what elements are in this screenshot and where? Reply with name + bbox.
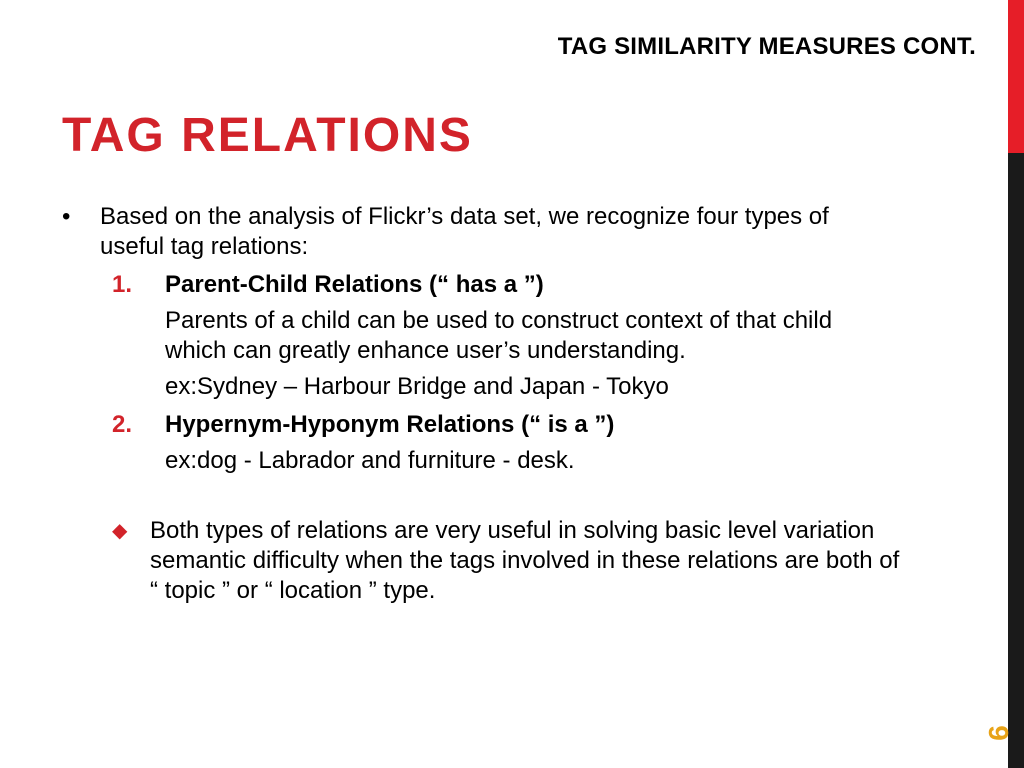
item-title: Parent-Child Relations (“ has a ”) (165, 271, 544, 298)
item-number: 1. (112, 271, 133, 298)
numbered-item-2 (112, 410, 952, 440)
item-description: Parents of a child can be used to construct context of that child which can greatly enhance user’s understanding. (165, 307, 833, 364)
diamond-bullet-icon: ◆ (112, 520, 128, 542)
page-number: 9 (983, 725, 1014, 741)
item-title: Hypernym-Hyponym Relations (“ is a ”) (165, 411, 615, 438)
item-example: ex:dog - Labrador and furniture - desk. (165, 447, 575, 474)
intro-bullet-text: Based on the analysis of Flickr’s data set, we recognize four types of useful tag relations: (100, 203, 829, 260)
conclusion-text: Both types of relations are very useful in solving basic level variation semantic difficulty when the tags involved in these relations are both of “ topic ” or “ location ” type. (150, 517, 900, 604)
section-header: TAG SIMILARITY MEASURES CONT. (557, 33, 976, 60)
bullet-icon: • (62, 203, 71, 230)
slide-title: TAG RELATIONS (62, 109, 473, 162)
side-accent-bar-dark (1008, 153, 1024, 768)
numbered-item-1 (112, 270, 952, 300)
item-number: 2. (112, 411, 133, 438)
conclusion-bullet (112, 516, 952, 606)
side-accent-bar-red (1008, 0, 1024, 153)
item-example: ex:Sydney – Harbour Bridge and Japan - Tokyo (165, 373, 669, 400)
slide-content (62, 202, 952, 606)
intro-bullet (62, 202, 952, 262)
